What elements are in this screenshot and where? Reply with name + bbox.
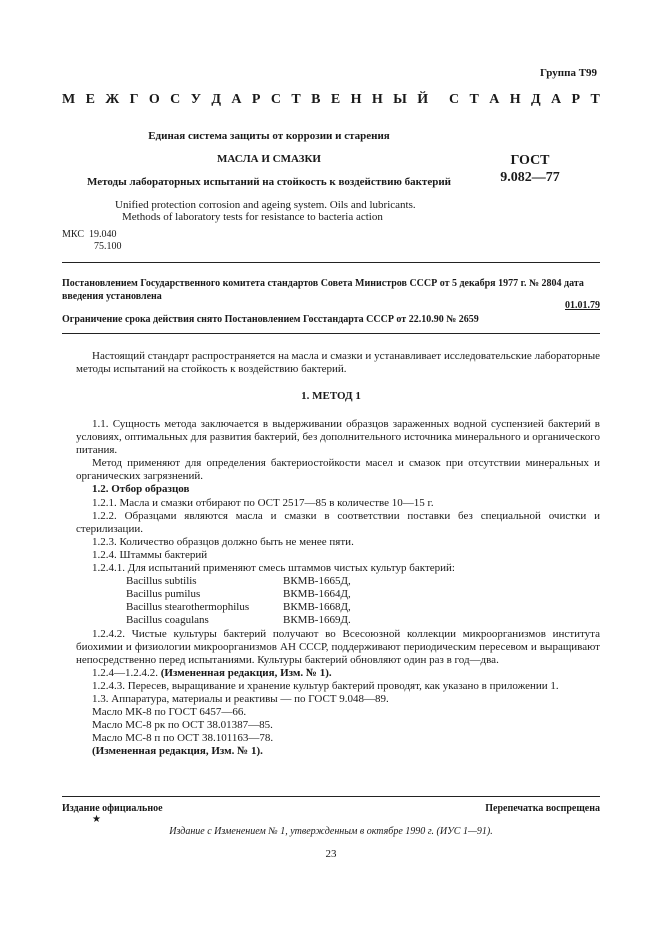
divider: [62, 262, 600, 263]
standard-banner: [62, 92, 600, 108]
document-title: МАСЛА И СМАЗКИ: [217, 153, 321, 165]
banner-letter: Д: [211, 92, 221, 107]
banner-letter: Н: [509, 92, 521, 107]
intro-paragraph: [76, 350, 600, 376]
strain-row: [126, 601, 600, 614]
clause-1-2-4-1: 1.2.4.1. Для испытаний применяют смесь штаммов чистых культур бактерий:: [92, 562, 455, 575]
edition-note: Издание с Изменением № 1, утвержденным в октябре 1990 г. (ИУС 1—91).: [169, 826, 493, 837]
gost-designation: [492, 152, 568, 186]
banner-letter: Т: [469, 92, 479, 107]
banner-letter: Т: [291, 92, 301, 107]
revision-note-1: [76, 667, 600, 680]
divider: [62, 796, 600, 797]
clause-1-2-1: 1.2.1. Масла и смазки отбирают по ОСТ 2517—85 в количестве 10—15 г.: [92, 496, 434, 509]
mks-label: МКС: [62, 229, 84, 240]
mks-codes: [62, 229, 122, 253]
banner-letter: Е: [330, 92, 341, 107]
banner-letter: Н: [350, 92, 362, 107]
gost-number: 9.082—77: [500, 170, 560, 185]
banner-letter: А: [231, 92, 242, 107]
strain-row: [126, 614, 600, 627]
intro-text: Настоящий стандарт распространяется на масла и смазки и устанавливает исследовательские лабораторные методы испытаний на стойкость к воздействию бактерий.: [76, 350, 600, 376]
section-title: 1. МЕТОД 1: [301, 390, 361, 402]
oil-item: Масло МС-8 рк по ОСТ 38.01387—85.: [92, 719, 273, 732]
banner-letter: Т: [590, 92, 600, 107]
banner-letter: У: [190, 92, 201, 107]
strain-code: ВКМВ-1668Д,: [283, 601, 351, 614]
banner-letter: М: [62, 92, 76, 107]
revision-range: 1.2.4—1.2.4.2.: [92, 666, 161, 679]
strain-code: ВКМВ-1669Д.: [283, 614, 351, 627]
revision-note-2: (Измененная редакция, Изм. № 1).: [92, 745, 263, 758]
banner-letter: Д: [531, 92, 541, 107]
group-label: Группа Т99: [540, 67, 598, 79]
section-body: [76, 418, 600, 758]
reprint-prohibited-label: Перепечатка воспрещена: [485, 803, 600, 814]
system-title: Единая система защиты от коррозии и старения: [148, 130, 390, 142]
banner-letter: С: [448, 92, 460, 107]
english-title-line1: Unified protection corrosion and ageing system. Oils and lubricants.: [115, 199, 416, 211]
clause-1-2-2: 1.2.2. Образцами являются масла и смазки в соответствии поставки без специальной очистки и стерилизации.: [76, 509, 600, 535]
clause-1-2-4-3: 1.2.4.3. Пересев, выращивание и хранение культур бактерий проводят, как указано в приложении 1.: [92, 679, 559, 692]
banner-letter: А: [489, 92, 500, 107]
strain-code: ВКМВ-1664Д,: [283, 588, 351, 601]
banner-letter: Ы: [393, 92, 407, 107]
banner-letter: Н: [371, 92, 383, 107]
banner-letter: Ж: [105, 92, 120, 107]
clause-1-2-4: 1.2.4. Штаммы бактерий: [92, 548, 208, 561]
strain-row: [126, 588, 600, 601]
banner-letter: Е: [85, 92, 95, 107]
clause-apply: Метод применяют для определения бактериостойкости масел и смазок при отсутствии минеральных и органических загрязнений.: [76, 457, 600, 483]
clause-1-1: 1.1. Сущность метода заключается в выдерживании образцов зараженных водной суспензией бактерий в условиях, оптимальных для развития бактерий, без дополнительного источника минерального и органического питания.: [76, 418, 600, 457]
banner-letter: О: [148, 92, 160, 107]
banner-letter: Й: [417, 92, 429, 107]
strain-name: Bacillus subtilis: [126, 575, 197, 588]
mks-code: 75.100: [94, 241, 122, 252]
clause-1-2-heading: 1.2. Отбор образцов: [92, 483, 190, 496]
oil-item: Масло МК-8 по ГОСТ 6457—66.: [92, 706, 247, 719]
banner-letter: Р: [571, 92, 581, 107]
divider: [62, 333, 600, 334]
page-number: 23: [325, 848, 337, 860]
mks-code: 19.040: [88, 229, 117, 240]
strain-code: ВКМВ-1665Д,: [283, 575, 351, 588]
revision-label: (Измененная редакция, Изм. № 1).: [160, 666, 332, 679]
banner-letter: А: [551, 92, 562, 107]
decree-text: Постановлением Государственного комитета стандартов Совета Министров СССР от 5 декабря 1977 г. № 2804 дата введения установлена: [62, 278, 584, 302]
clause-1-2-3: 1.2.3. Количество образцов должно быть не менее пяти.: [92, 535, 354, 548]
strain-name: Bacillus coagulans: [126, 614, 209, 627]
strain-list: [76, 575, 600, 627]
clause-1-3: 1.3. Аппаратура, материалы и реактивы — по ГОСТ 9.048—89.: [92, 692, 389, 705]
banner-letter: Р: [251, 92, 261, 107]
strain-name: Bacillus pumilus: [126, 588, 201, 601]
banner-letter: С: [170, 92, 181, 107]
clause-1-2-4-2: 1.2.4.2. Чистые культуры бактерий получают во Всесоюзной коллекции микроорганизмов института биохимии и физиологии микроорганизмов АН СССР, поддерживают периодическим пересевом и выращивают непосредственно перед испытаниями. Культуры бактерий обновляют один раз в год—два.: [76, 627, 600, 666]
banner-letter: Г: [129, 92, 139, 107]
banner-letter: С: [270, 92, 281, 107]
limitation-note: Ограничение срока действия снято Постановлением Госстандарта СССР от 22.10.90 № 2659: [62, 314, 479, 325]
english-title-line2: Methods of laboratory tests for resistance to bacteria action: [122, 211, 383, 223]
introduction-date: 01.01.79: [565, 300, 600, 311]
star-icon: ★: [92, 814, 101, 825]
strain-row: [126, 575, 600, 588]
banner-letter: В: [311, 92, 321, 107]
oil-item: Масло МС-8 п по ОСТ 38.101163—78.: [92, 732, 274, 745]
strain-name: Bacillus stearothermophilus: [126, 601, 250, 614]
gost-label: ГОСТ: [510, 153, 550, 168]
document-subtitle: Методы лабораторных испытаний на стойкость к воздействию бактерий: [86, 176, 452, 188]
official-edition-label: Издание официальное: [62, 803, 163, 814]
